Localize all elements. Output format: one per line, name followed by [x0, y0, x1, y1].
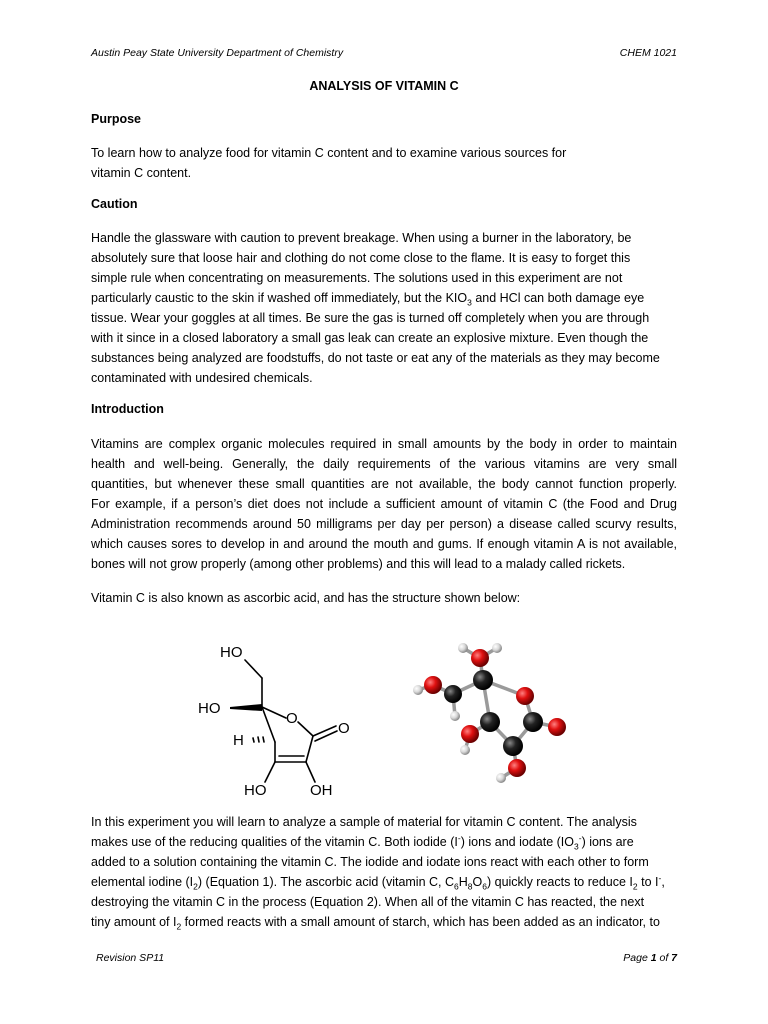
ascorbic-acid-ball-and-stick-model	[405, 630, 575, 785]
text-segment: and HCl can both damage eye	[471, 291, 645, 305]
text-line: To learn how to analyze food for vitamin C content and to examine various sources for	[91, 146, 567, 160]
structure-label-ho: HO	[220, 644, 243, 661]
hydrogen-atom	[450, 711, 460, 721]
structure-intro-sentence: Vitamin C is also known as ascorbic acid, and has the structure shown below:	[91, 591, 521, 605]
hydrogen-atom	[492, 643, 502, 653]
header-institution: Austin Peay State University Department of Chemistry	[91, 47, 344, 59]
bond	[306, 762, 315, 782]
structure-label-ho: HO	[244, 782, 267, 799]
carbon-atom	[523, 712, 543, 732]
bond	[258, 737, 259, 742]
hydrogen-atom	[460, 745, 470, 755]
bond	[298, 722, 313, 736]
oxygen-atom	[461, 725, 479, 743]
text-line: health and well-being. Generally, the daily requirements of the various vitamins are very small	[91, 457, 677, 471]
subscript: 6	[454, 881, 459, 892]
bond	[306, 736, 313, 762]
text-line: vitamin C content.	[91, 166, 192, 180]
structure-label-h: H	[233, 732, 244, 749]
bond	[313, 726, 336, 736]
page-total: 7	[671, 952, 677, 964]
footer-revision: Revision SP11	[96, 952, 165, 964]
text-line: added to a solution containing the vitamin C. The iodide and iodate ions react with each other to form	[91, 855, 649, 869]
carbon-atom	[473, 670, 493, 690]
text-segment: makes use of the reducing qualities of the vitamin C. Both iodide (I	[91, 835, 458, 849]
subscript: 3	[573, 841, 579, 852]
text-segment: ) ions and iodate (IO	[460, 835, 574, 849]
bond	[253, 738, 254, 742]
subscript: 8	[467, 881, 473, 892]
text-segment: O	[472, 875, 483, 889]
carbon-atom	[503, 736, 523, 756]
text-segment: ) (Equation 1). The ascorbic acid (vitamin C, C	[197, 875, 455, 889]
text-line: quantities, but whenever these small quantities are not available, the body cannot function properly.	[91, 477, 677, 491]
structure-label-ring-o: O	[286, 710, 298, 727]
oxygen-atom	[508, 759, 526, 777]
subscript: 3	[467, 297, 472, 308]
carbon-atom	[444, 685, 462, 703]
ascorbic-acid-skeletal-structure	[190, 630, 380, 805]
caution-paragraph	[91, 228, 677, 388]
text-segment: particularly caustic to the skin if washed off immediately, but the KIO	[91, 291, 468, 305]
caution-heading: Caution	[91, 197, 138, 211]
text-line	[91, 912, 677, 932]
text-segment: to I	[637, 875, 659, 889]
purpose-paragraph	[91, 143, 677, 183]
superscript: -	[457, 832, 461, 843]
text-line: contaminated with undesired chemicals.	[91, 371, 313, 385]
text-segment: formed reacts with a small amount of starch, which has been added as an indicator, to	[181, 915, 660, 929]
text-segment: H	[458, 875, 468, 889]
hydrogen-atom	[458, 643, 468, 653]
document-title: ANALYSIS OF VITAMIN C	[309, 79, 459, 93]
page-of: of	[656, 952, 672, 964]
text-segment: ) quickly reacts to reduce I	[486, 875, 633, 889]
page-current: 1	[650, 952, 657, 964]
oxygen-atom	[471, 649, 489, 667]
subscript: 6	[482, 881, 487, 892]
text-line	[91, 832, 677, 852]
hydrogen-atom	[413, 685, 423, 695]
bond	[315, 731, 337, 741]
text-segment: elemental iodine (I	[91, 875, 194, 889]
structure-label-oh: OH	[310, 782, 333, 799]
text-segment: ) ions are	[581, 835, 634, 849]
text-line: Vitamins are complex organic molecules required in small amounts by the body in order to maintain	[91, 437, 677, 451]
structure-label-ho: HO	[198, 700, 221, 717]
text-line: substances being analyzed are foodstuffs, do not taste or eat any of the materials as they may become	[91, 351, 660, 365]
text-line: tissue. Wear your goggles at all times. Be sure the gas is turned off completely when you are through	[91, 311, 650, 325]
introduction-heading: Introduction	[91, 402, 164, 416]
text-segment: ,	[661, 875, 665, 889]
text-line: with it since in a closed laboratory a small gas leak can create an explosive mixture. Even though the	[91, 331, 649, 345]
text-line: simple rule when concentrating on measurements. The solutions used in this experiment are not	[91, 271, 623, 285]
oxygen-atom	[516, 687, 534, 705]
text-line: Handle the glassware with caution to prevent breakage. When using a burner in the laboratory, be	[91, 231, 632, 245]
text-line	[91, 288, 677, 308]
text-line: which causes sores to develop in and around the mouth and gums. If enough vitamin A is not available,	[91, 537, 677, 551]
text-line: In this experiment you will learn to analyze a sample of material for vitamin C content. The analysis	[91, 815, 637, 829]
page-prefix: Page	[623, 952, 651, 964]
text-line: bones will not grow properly (among other problems) and this will lead to a malady called rickets.	[91, 557, 626, 571]
introduction-paragraph	[91, 434, 677, 574]
bond	[245, 660, 262, 678]
text-line: destroying the vitamin C in the process (Equation 2). When all of the vitamin C has reacted, the next	[91, 895, 645, 909]
footer-page-number	[623, 952, 677, 964]
experiment-paragraph	[91, 812, 677, 932]
hydrogen-atom	[496, 773, 506, 783]
wedge-bond	[230, 704, 262, 711]
subscript: 2	[193, 881, 198, 892]
text-line: Administration recommends around 50 milligrams per day per person) a disease called scurvy results,	[91, 517, 677, 531]
superscript: -	[658, 872, 662, 883]
text-line: absolutely sure that loose hair and clothing do not come close to the flame. It is easy to forget this	[91, 251, 631, 265]
purpose-heading: Purpose	[91, 112, 142, 126]
text-line	[91, 872, 677, 892]
text-line: For example, if a person’s diet does not include a sufficient amount of vitamin C (the Food and Drug	[91, 497, 677, 511]
oxygen-atom	[424, 676, 442, 694]
superscript: -	[578, 832, 582, 843]
carbon-atom	[480, 712, 500, 732]
subscript: 2	[176, 921, 182, 932]
subscript: 2	[632, 881, 638, 892]
bond	[263, 737, 264, 742]
bond	[265, 762, 275, 782]
oxygen-atom	[548, 718, 566, 736]
header-course: CHEM 1021	[619, 47, 677, 59]
structure-label-carbonyl-o: O	[338, 720, 350, 737]
text-segment: tiny amount of I	[91, 915, 177, 929]
